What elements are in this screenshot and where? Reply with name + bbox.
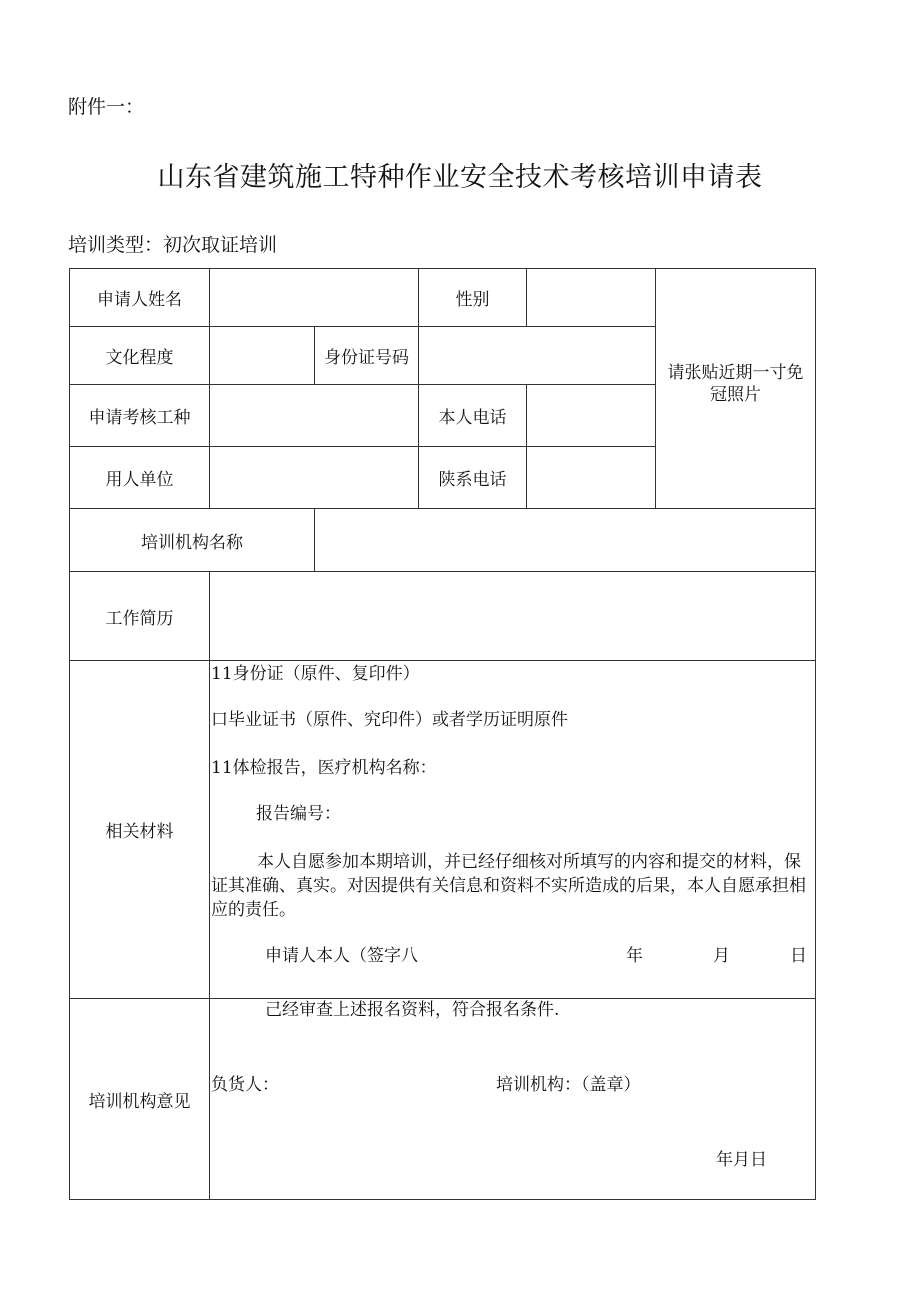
own-phone-field[interactable] — [527, 385, 655, 446]
employer-field[interactable] — [210, 447, 418, 508]
training-org-name-field[interactable] — [315, 509, 815, 571]
materials-label: 相关材料 — [105, 822, 174, 842]
work-history-field[interactable] — [210, 572, 815, 660]
responsible-person-label: 负货人： — [211, 1075, 279, 1095]
material-diploma: 口毕业证书（原件、究印件）或者学历证明原件 — [211, 710, 568, 730]
gender-label: 性别 — [455, 290, 490, 310]
applicant-name-label: 申请人姓名 — [97, 290, 182, 310]
attachment-label: 附件一： — [68, 96, 145, 118]
material-medical-report: 11体检报告，医疗机构名称： — [211, 758, 437, 778]
report-number-label: 报告编号： — [256, 804, 341, 824]
exam-trade-label: 申请考核工种 — [88, 408, 191, 428]
gender-field[interactable] — [527, 269, 655, 326]
employer-label: 用人单位 — [105, 470, 174, 490]
exam-trade-field[interactable] — [210, 385, 418, 446]
contact-phone-label: 陕系电话 — [438, 470, 507, 490]
material-id-card: 11身份证（原件、复印件） — [211, 664, 420, 684]
sign-day: 日 — [790, 946, 807, 966]
id-number-field[interactable] — [419, 327, 655, 384]
photo-hint: 请张贴近期一寸免冠照片 — [667, 362, 804, 405]
work-history-label: 工作简历 — [105, 608, 174, 629]
applicant-signature-label: 申请人本人（签字八 — [265, 946, 418, 966]
training-org-seal-label: 培训机构：（盖章） — [496, 1075, 641, 1095]
training-type-value: 初次取证培训 — [163, 234, 278, 256]
applicant-name-field[interactable] — [210, 269, 418, 326]
declaration-text: 本人自愿参加本期培训，并已经仔细核对所填写的内容和提交的材料，保证其准确、真实。对因提供有关信息和资料不实所造成的后果，本人自愿承担相应的责任。 — [211, 852, 806, 920]
sign-year: 年 — [626, 946, 643, 966]
table-border-bottom — [69, 1199, 816, 1200]
opinion-date: 年月日 — [716, 1150, 767, 1170]
sign-month: 月 — [713, 946, 730, 966]
id-number-label: 身份证号码 — [324, 348, 409, 368]
training-org-name-label: 培训机构名称 — [141, 532, 243, 553]
table-border-right — [815, 268, 816, 1200]
education-label: 文化程度 — [105, 348, 174, 368]
training-org-opinion-label: 培训机构意见 — [88, 1091, 191, 1112]
photo-placeholder[interactable] — [656, 269, 815, 508]
contact-phone-field[interactable] — [527, 447, 655, 508]
training-type-label: 培训类型： — [68, 234, 164, 256]
own-phone-label: 本人电话 — [438, 408, 507, 428]
col-divider — [209, 571, 210, 1200]
review-statement: 己经审查上述报名资料，符合报名条件. — [265, 1000, 560, 1020]
page-title: 山东省建筑施工特种作业安全技术考核培训申请表 — [157, 162, 763, 193]
education-field[interactable] — [210, 327, 314, 384]
training-type — [68, 230, 277, 257]
